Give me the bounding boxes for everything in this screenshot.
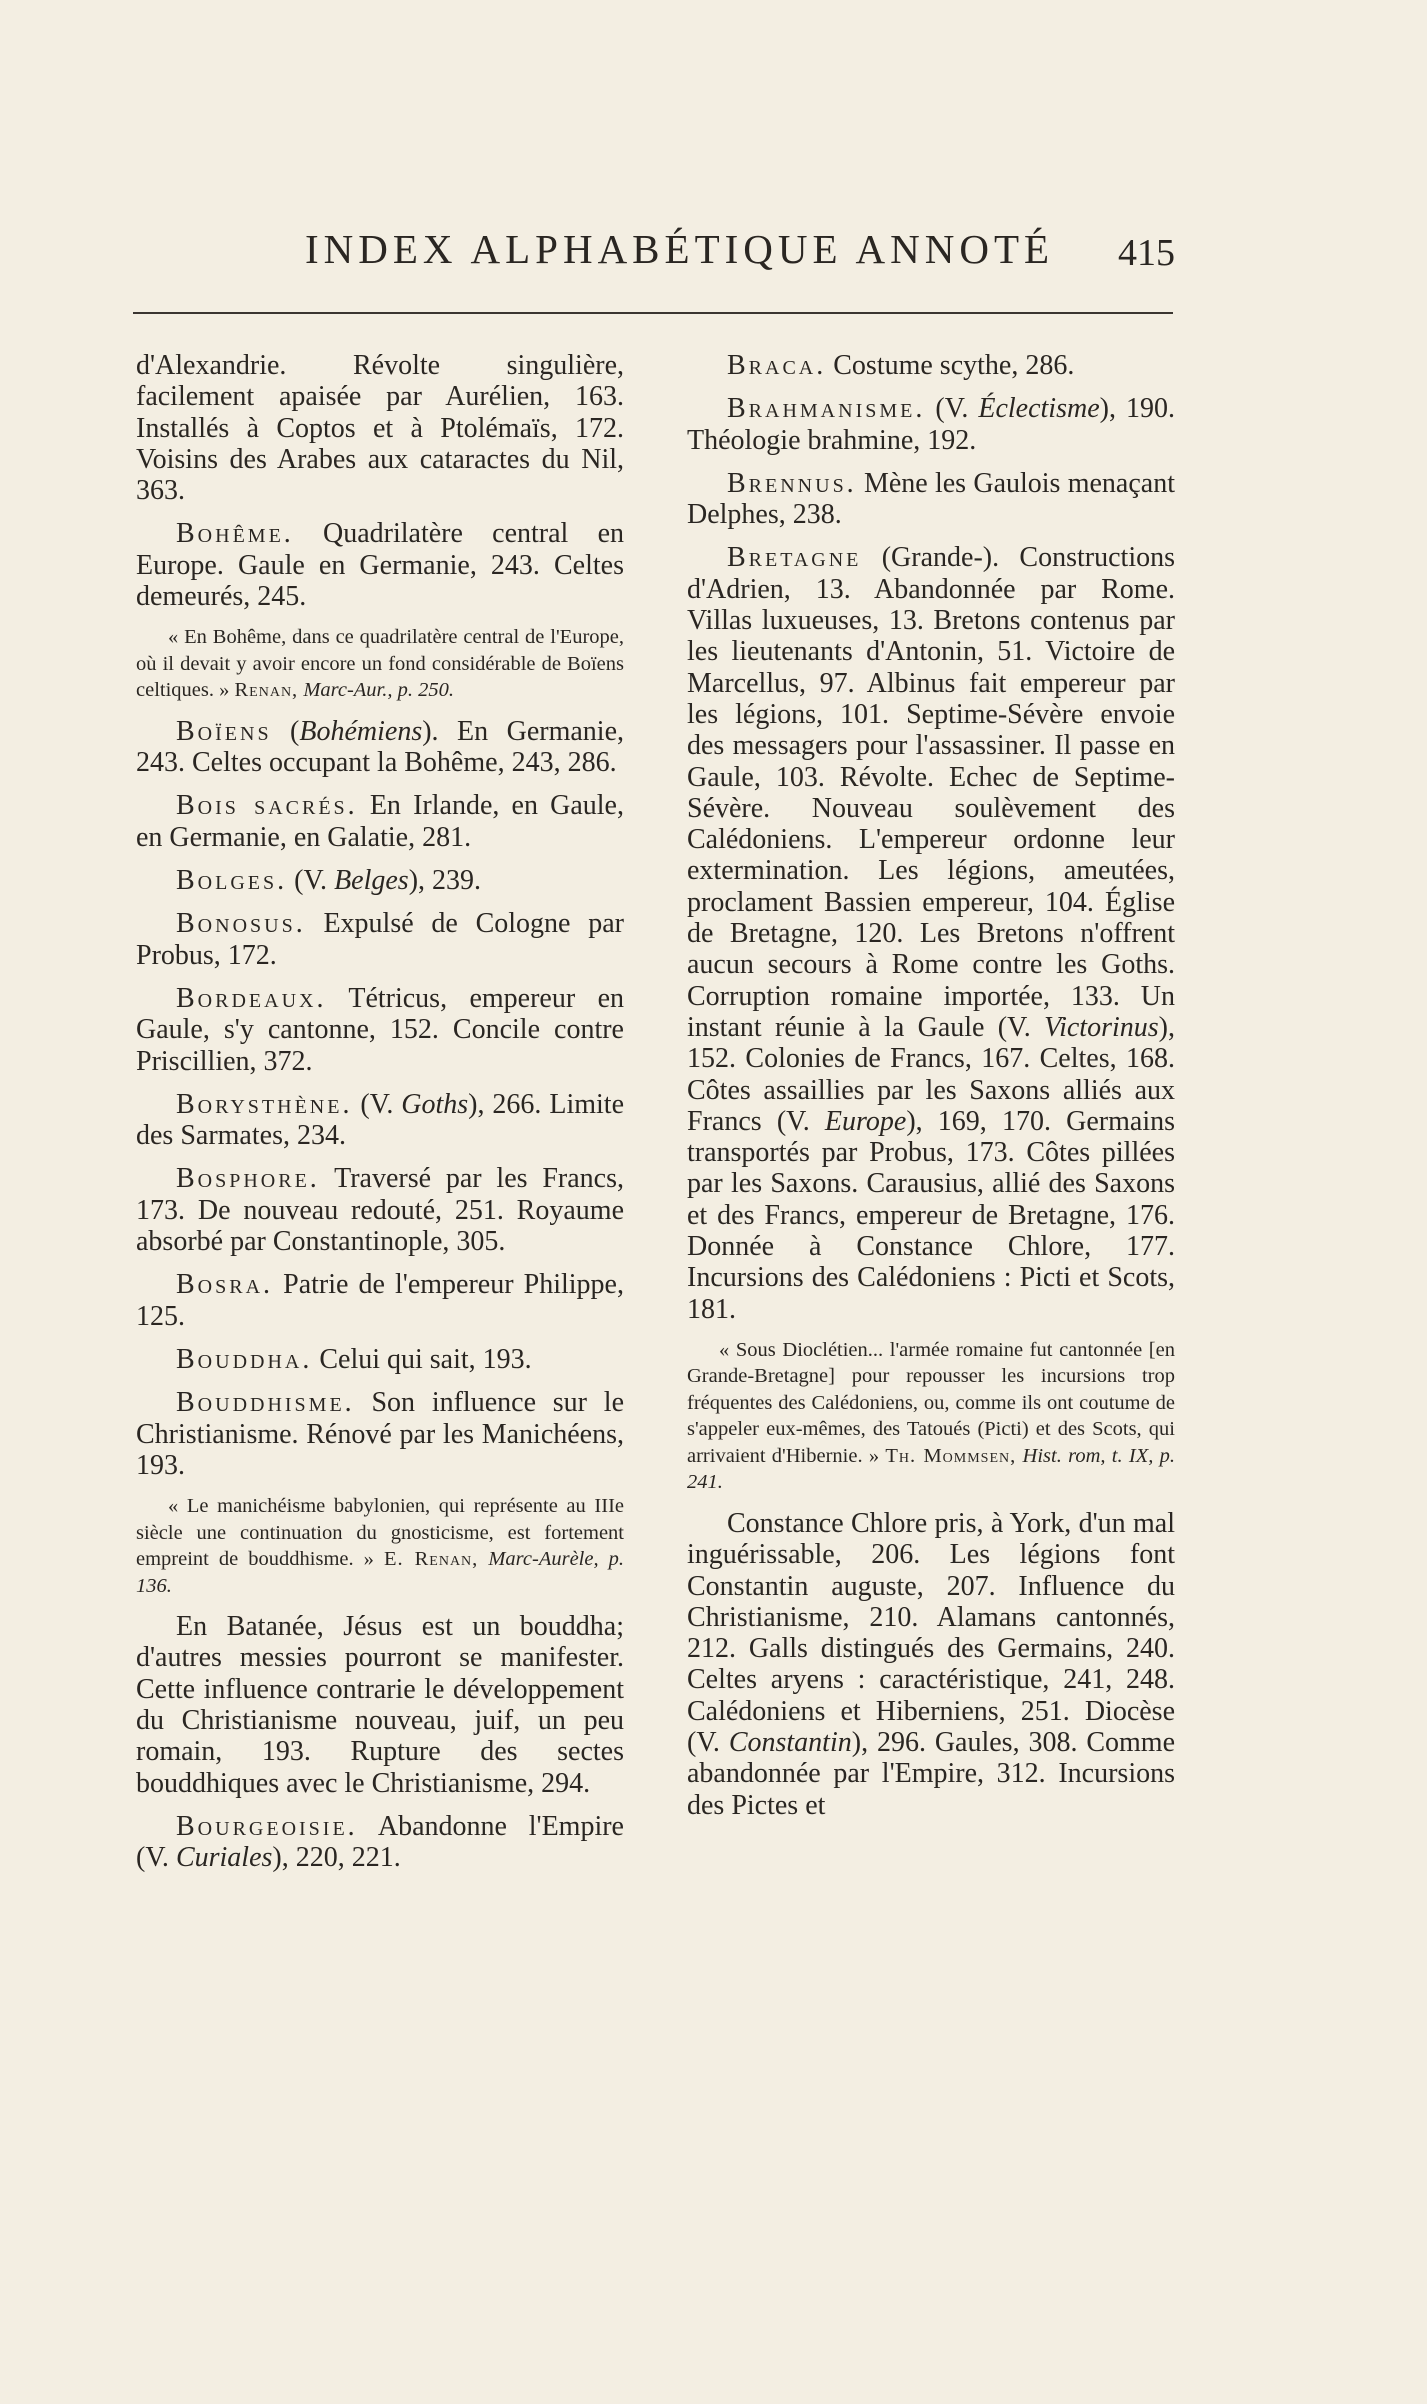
headword: Bonosus.	[176, 908, 306, 940]
quotation-ref: Marc-Aurèle, p. 136.	[136, 1548, 624, 1597]
index-entry-bretagne: Bretagne (Grande-). Constructions d'Adrien, 13. Abandonnée par Rome. Villas luxueuses, 13. Bretons contenus par les lieutenants d'Antonin, 51. Victoire de Marcellus, 97. Albinus fait empereur par les légions, 101. Septime-Sévère envoie des messagers pour l'assassiner. Il passe en Gaule, 103. Révolte. Echec de Septime-Sévère. Nouveau soulèvement des Calédoniens. L'empereur ordonne leur extermination. Les légions, ameutées, proclament Bassien empereur, 104. Église de Bretagne, 120. Les Bretons n'offrent aucun secours à Rome contre les Goths. Corruption romaine importée, 133. Un instant réunie à la Gaule (V. Victorinus), 152. Colonies de Francs, 167. Celtes, 168. Côtes assaillies par les Saxons alliés aux Francs (V. Europe), 169, 170. Germains transportés par Probus, 173. Côtes pillées par les Saxons. Carausius, allié des Saxons et des Francs, empereur de Bretagne, 176. Donnée à Constance Chlore, 177. Incursions des Calédoniens : Picti et Scots, 181.	[687, 542, 1175, 1325]
index-entry-bourgeoisie: Bourgeoisie. Abandonne l'Empire (V. Curiales), 220, 221.	[136, 1810, 624, 1874]
right-column	[687, 350, 1175, 1833]
headword: Bretagne	[727, 542, 862, 574]
headword: Bosphore.	[176, 1163, 320, 1195]
quotation-renan: « En Bohême, dans ce quadrilatère central de l'Europe, où il devait y avoir encore un fond considérable de Boïens celtiques. » Renan, Marc-Aur., p. 250.	[136, 626, 624, 702]
index-entry-brennus: Brennus. Mène les Gaulois menaçant Delphes, 238.	[687, 467, 1175, 531]
page-number: 415	[1118, 232, 1175, 274]
index-entry-borysthene: Borysthène. (V. Goths), 266. Limite des Sarmates, 234.	[136, 1088, 624, 1152]
headword: Bouddhisme.	[176, 1387, 355, 1419]
quotation-author: Renan,	[234, 679, 299, 702]
index-entry-bordeaux: Bordeaux. Tétricus, empereur en Gaule, s'y cantonne, 152. Concile contre Priscillien, 372.	[136, 982, 624, 1077]
headword: Bosra.	[176, 1269, 274, 1301]
headword: Bouddha.	[176, 1343, 313, 1375]
index-entry-brahmanisme: Brahmanisme. (V. Éclectisme), 190. Théologie brahmine, 192.	[687, 393, 1175, 456]
index-entry-continuation: d'Alexandrie. Révolte singulière, facilement apaisée par Aurélien, 163. Installés à Coptos et à Ptolémaïs, 172. Voisins des Arabes aux cataractes du Nil, 363.	[136, 350, 624, 507]
index-entry-bosphore: Bosphore. Traversé par les Francs, 173. De nouveau redouté, 251. Royaume absorbé par Constantinople, 305.	[136, 1163, 624, 1258]
quotation-author: E. Renan,	[383, 1548, 479, 1571]
quotation-ref: Marc-Aur., p. 250.	[298, 679, 455, 702]
left-column	[136, 350, 624, 1885]
index-entry-bouddha: Bouddha. Celui qui sait, 193.	[176, 1343, 532, 1375]
headword: Bohême.	[176, 518, 294, 550]
headword: Bolges.	[176, 865, 288, 897]
headword: Braca.	[727, 350, 827, 381]
index-entry-bosra: Bosra. Patrie de l'empereur Philippe, 125.	[136, 1269, 624, 1332]
quotation-mommsen: « Sous Dioclétien... l'armée romaine fut cantonnée [en Grande-Bretagne] pour repousser les incursions trop fréquentes des Calédoniens, ou, comme ils ont coutume de s'appeler eux-mêmes, des Tatoués (Picti) et des Scots, qui arrivaient d'Hibernie. » Th. Mommsen, Hist. rom, t. IX, p. 241.	[687, 1338, 1175, 1494]
headword: Bourgeoisie.	[176, 1810, 358, 1842]
headword: Boïens	[176, 715, 272, 747]
headword: Borysthène.	[176, 1088, 353, 1120]
index-entry-bonosus: Bonosus. Expulsé de Cologne par Probus, 172.	[136, 908, 624, 971]
index-paragraph-batanee: En Batanée, Jésus est un bouddha; d'autres messies pourront se manifester. Cette influence contrarie le développement du Christianisme nouveau, juif, un peu romain, 193. Rupture des sectes bouddhiques avec le Christianisme, 294.	[136, 1611, 624, 1799]
header-rule	[133, 312, 1173, 314]
index-entry-bois-sacres: Bois sacrés. En Irlande, en Gaule, en Germanie, en Galatie, 281.	[136, 790, 624, 853]
headword: Bois sacrés.	[176, 790, 358, 822]
headword: Brennus.	[727, 467, 857, 499]
index-entry-boheme: Bohême. Quadrilatère central en Europe. Gaule en Germanie, 243. Celtes demeurés, 245.	[136, 518, 624, 613]
quotation-author: Th. Mommsen,	[885, 1444, 1017, 1467]
running-title: INDEX ALPHABÉTIQUE ANNOTÉ	[305, 226, 1055, 272]
index-entry-bouddhisme: Bouddhisme. Son influence sur le Christianisme. Rénové par les Manichéens, 193.	[136, 1387, 624, 1481]
index-entry-bolges: Bolges. (V. Belges), 239.	[176, 865, 482, 897]
headword: Brahmanisme.	[727, 393, 926, 425]
index-paragraph-constance: Constance Chlore pris, à York, d'un mal inguérissable, 206. Les légions font Constantin auguste, 207. Influence du Christianisme, 210. Alamans cantonnés, 212. Galls distingués des Germains, 240. Celtes aryens : caractéristique, 241, 248. Calédoniens et Hiberniens, 251. Diocèse (V. Constantin), 296. Gaules, 308. Comme abandonnée par l'Empire, 312. Incursions des Pictes et	[687, 1507, 1176, 1821]
running-head	[305, 225, 1175, 285]
headword: Bordeaux.	[176, 982, 327, 1014]
index-entry-boiens: Boïens (Bohémiens). En Germanie, 243. Celtes occupant la Bohême, 243, 286.	[136, 715, 624, 779]
index-entry-braca: Braca. Costume scythe, 286.	[727, 350, 1075, 381]
quotation-renan-2: « Le manichéisme babylonien, qui représente au IIIe siècle une continuation du gnosticisme, est fortement empreint de bouddhisme. » E. Renan, Marc-Aurèle, p. 136.	[136, 1495, 624, 1597]
quotation-ref: Hist. rom, t. IX, p. 241.	[687, 1444, 1175, 1494]
